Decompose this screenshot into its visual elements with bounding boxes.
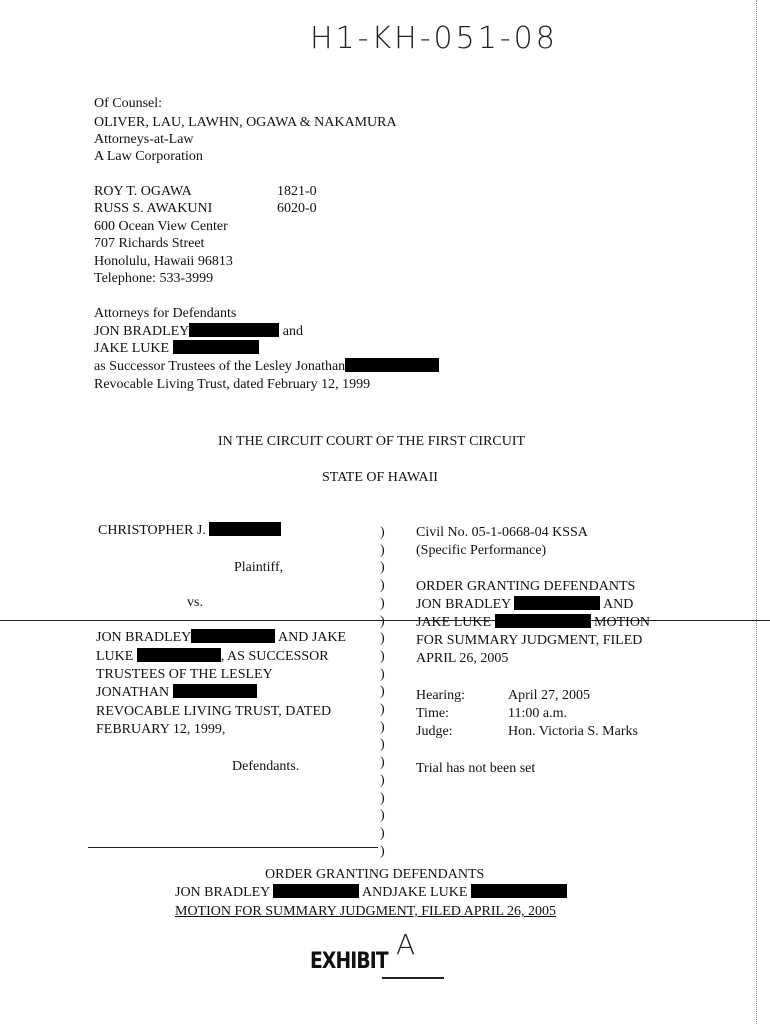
attorneys-for-defendants: Attorneys for Defendants: [94, 306, 237, 321]
paren: ): [380, 825, 385, 841]
telephone: Telephone: 533-3999: [94, 271, 214, 286]
attorney-number: 1821-0: [277, 184, 317, 199]
redaction-bar: [189, 323, 279, 337]
judge-label: Judge:: [416, 724, 453, 739]
defendant-name-line: [94, 340, 259, 357]
redaction-bar: [273, 884, 359, 898]
exhibit-handwritten-letter: A: [396, 928, 416, 961]
redaction-bar: [471, 884, 567, 898]
attorney-name: ROY T. OGAWA: [94, 184, 192, 199]
paren: ): [380, 843, 385, 859]
order-text: AND: [603, 597, 634, 612]
court-state: STATE OF HAWAII: [322, 470, 438, 485]
caption-paren-column: [380, 524, 385, 860]
paren: ): [380, 578, 385, 594]
trust-date-line: Revocable Living Trust, dated February 12, 1999: [94, 377, 371, 392]
horizontal-rule: [0, 620, 770, 621]
redaction-bar: [191, 629, 275, 643]
exhibit-underline: [382, 977, 444, 979]
defendant-caption-line: [96, 684, 257, 701]
order-title-line: ORDER GRANTING DEFENDANTS: [416, 579, 636, 594]
counsel-heading: Of Counsel:: [94, 96, 163, 111]
exhibit-stamp: EXHIBIT: [310, 949, 388, 974]
hearing-label: Hearing:: [416, 688, 465, 703]
paren: ): [380, 737, 385, 753]
attorney-name: RUSS S. AWAKUNI: [94, 201, 213, 216]
paren: ): [380, 648, 385, 664]
bottom-title-line: [175, 884, 567, 901]
order-text: JAKE LUKE: [416, 615, 492, 630]
conjunction: and: [282, 324, 303, 339]
trustees-text: as Successor Trustees of the Lesley Jonathan: [94, 359, 346, 374]
paren: ): [380, 613, 385, 629]
defendant-caption-line: [96, 648, 329, 665]
paren: ): [380, 595, 385, 611]
caption-text: JONATHAN: [96, 685, 170, 700]
versus: vs.: [187, 595, 203, 610]
paren: ): [380, 560, 385, 576]
defendant-name: JON BRADLEY: [94, 324, 190, 339]
judge-value: Hon. Victoria S. Marks: [508, 724, 638, 739]
trustees-line: [94, 358, 439, 375]
redaction-bar: [345, 358, 439, 372]
redaction-bar: [514, 596, 600, 610]
redaction-bar: [137, 648, 221, 662]
plaintiff-name: CHRISTOPHER J.: [98, 523, 206, 538]
bottom-title-line: MOTION FOR SUMMARY JUDGMENT, FILED APRIL 26, 2005: [175, 904, 557, 919]
defendant-caption-line: FEBRUARY 12, 1999,: [96, 722, 226, 737]
attorney-number: 6020-0: [277, 201, 317, 216]
law-firm-name: OLIVER, LAU, LAWHN, OGAWA & NAKAMURA: [94, 115, 397, 130]
address-line: Honolulu, Hawaii 96813: [94, 254, 233, 269]
address-line: 707 Richards Street: [94, 236, 205, 251]
address-line: 600 Ocean View Center: [94, 219, 228, 234]
paren: ): [380, 666, 385, 682]
redaction-bar: [209, 522, 281, 536]
redaction-bar: [495, 614, 591, 628]
defendant-caption-line: REVOCABLE LIVING TRUST, DATED: [96, 704, 332, 719]
defendant-name: JAKE LUKE: [94, 341, 170, 356]
bottom-title-text: ANDJAKE LUKE: [362, 885, 468, 900]
paren: ): [380, 631, 385, 647]
order-text: MOTION: [594, 615, 651, 630]
order-title-line: FOR SUMMARY JUDGMENT, FILED: [416, 633, 643, 648]
paren: ): [380, 808, 385, 824]
defendants-label: Defendants.: [232, 759, 300, 774]
hearing-value: April 27, 2005: [508, 688, 591, 703]
paren: ): [380, 684, 385, 700]
caption-text: JON BRADLEY: [96, 630, 192, 645]
redaction-bar: [173, 684, 257, 698]
caption-text: , AS SUCCESSOR: [220, 649, 329, 664]
redaction-bar: [173, 340, 259, 354]
paren: ): [380, 772, 385, 788]
court-title: IN THE CIRCUIT COURT OF THE FIRST CIRCUIT: [218, 434, 526, 449]
page-edge-dotted-line: [756, 0, 757, 1024]
handwritten-case-code: H1-KH-051-08: [310, 21, 558, 56]
caption-text: AND JAKE: [278, 630, 347, 645]
paren: ): [380, 525, 385, 540]
defendant-caption-line: [96, 629, 346, 646]
caption-text: LUKE: [96, 649, 134, 664]
civil-number: Civil No. 05-1-0668-04 KSSA: [416, 525, 588, 540]
bottom-title-line: ORDER GRANTING DEFENDANTS: [265, 867, 485, 882]
time-label: Time:: [416, 706, 449, 721]
order-title-line: APRIL 26, 2005: [416, 651, 509, 666]
defendant-name-line: [94, 323, 303, 340]
paren: ): [380, 542, 385, 558]
paren: ): [380, 719, 385, 735]
caption-bottom-rule: [88, 847, 378, 848]
defendant-caption-line: TRUSTEES OF THE LESLEY: [96, 667, 273, 682]
paren: ): [380, 755, 385, 771]
order-title-line: [416, 596, 633, 613]
order-title-line: [416, 614, 650, 631]
plaintiff-name-line: [98, 522, 281, 539]
trial-status: Trial has not been set: [416, 761, 536, 776]
case-type: (Specific Performance): [416, 543, 547, 558]
paren: ): [380, 702, 385, 718]
firm-line-corporation: A Law Corporation: [94, 149, 203, 164]
order-text: JON BRADLEY: [416, 597, 511, 612]
plaintiff-label: Plaintiff,: [234, 560, 284, 575]
paren: ): [380, 790, 385, 806]
firm-line-attorneys: Attorneys-at-Law: [94, 132, 194, 147]
time-value: 11:00 a.m.: [508, 706, 567, 721]
bottom-title-text: JON BRADLEY: [175, 885, 270, 900]
